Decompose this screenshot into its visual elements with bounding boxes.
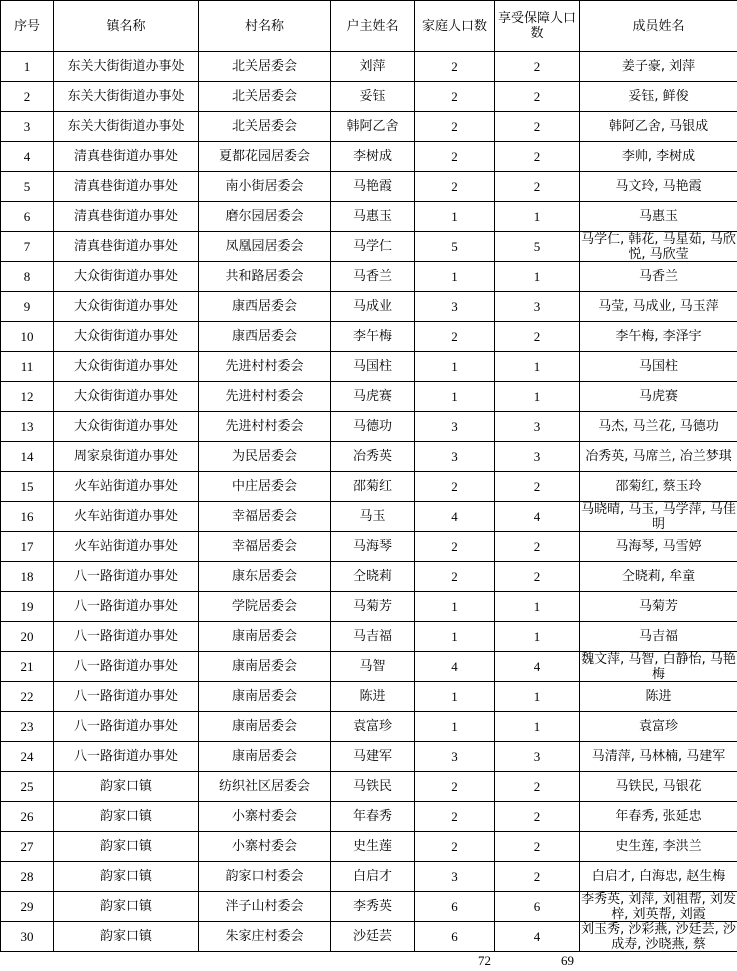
cell-town: 八一路街道办事处 <box>54 742 199 772</box>
cell-village: 共和路居委会 <box>199 262 331 292</box>
cell-family-size: 4 <box>415 502 495 532</box>
cell-members <box>580 112 737 142</box>
cell-family-size: 5 <box>415 232 495 262</box>
cell-covered-size: 2 <box>495 562 580 592</box>
table-row <box>1 562 737 592</box>
cell-family-size: 4 <box>415 652 495 682</box>
cell-family-size: 2 <box>415 532 495 562</box>
cell-town: 清真巷街道办事处 <box>54 142 199 172</box>
members-text: 马铁民, 马银花 <box>615 779 702 794</box>
cell-village: 康西居委会 <box>199 292 331 322</box>
cell-village: 磨尔园居委会 <box>199 202 331 232</box>
cell-index: 5 <box>1 172 54 202</box>
cell-covered-size: 3 <box>495 442 580 472</box>
table-row <box>1 802 737 832</box>
cell-covered-size: 1 <box>495 622 580 652</box>
cell-covered-size: 5 <box>495 232 580 262</box>
header-index: 序号 <box>1 1 54 52</box>
table-row <box>1 262 737 292</box>
table-row <box>1 292 737 322</box>
cell-householder: 冶秀英 <box>331 442 415 472</box>
table-row <box>1 142 737 172</box>
cell-householder: 韩阿乙舍 <box>331 112 415 142</box>
members-text: 妥钰, 鲜俊 <box>628 89 689 104</box>
cell-householder: 史生莲 <box>331 832 415 862</box>
cell-town: 东关大街街道办事处 <box>54 112 199 142</box>
cell-town: 大众街街道办事处 <box>54 322 199 352</box>
cell-village: 康东居委会 <box>199 562 331 592</box>
cell-town: 火车站街道办事处 <box>54 502 199 532</box>
cell-householder: 李秀英 <box>331 892 415 922</box>
cell-index: 29 <box>1 892 54 922</box>
header-householder: 户主姓名 <box>331 1 415 52</box>
members-text: 陈进 <box>645 689 672 704</box>
cell-family-size: 1 <box>415 382 495 412</box>
cell-village: 北关居委会 <box>199 112 331 142</box>
cell-family-size: 2 <box>415 82 495 112</box>
cell-covered-size: 4 <box>495 922 580 952</box>
cell-family-size: 6 <box>415 922 495 952</box>
cell-family-size: 1 <box>415 202 495 232</box>
members-text: 魏文萍, 马智, 白静怡, 马艳梅 <box>581 652 736 681</box>
cell-members <box>580 502 737 532</box>
cell-family-size: 2 <box>415 112 495 142</box>
cell-covered-size: 1 <box>495 352 580 382</box>
cell-town: 大众街街道办事处 <box>54 412 199 442</box>
members-text: 李午梅, 李泽宇 <box>615 329 702 344</box>
cell-index: 23 <box>1 712 54 742</box>
members-text: 仝晓莉, 牟童 <box>621 569 696 584</box>
cell-householder: 白启才 <box>331 862 415 892</box>
cell-householder: 马成业 <box>331 292 415 322</box>
cell-householder: 马国柱 <box>331 352 415 382</box>
cell-family-size: 1 <box>415 682 495 712</box>
table-row <box>1 862 737 892</box>
cell-index: 24 <box>1 742 54 772</box>
table-row <box>1 592 737 622</box>
cell-village: 幸福居委会 <box>199 502 331 532</box>
cell-members <box>580 82 737 112</box>
cell-index: 7 <box>1 232 54 262</box>
cell-index: 13 <box>1 412 54 442</box>
cell-village: 先进村村委会 <box>199 382 331 412</box>
cell-householder: 马虎赛 <box>331 382 415 412</box>
cell-covered-size: 2 <box>495 532 580 562</box>
cell-covered-size: 1 <box>495 202 580 232</box>
header-covered-size: 享受保障人口数 <box>495 1 580 52</box>
cell-index: 6 <box>1 202 54 232</box>
table-row <box>1 352 737 382</box>
members-text: 马杰, 马兰花, 马德功 <box>598 419 719 434</box>
cell-village: 先进村村委会 <box>199 412 331 442</box>
cell-members <box>580 232 737 262</box>
cell-family-size: 3 <box>415 292 495 322</box>
cell-town: 韵家口镇 <box>54 772 199 802</box>
table-row <box>1 82 737 112</box>
cell-householder: 马德功 <box>331 412 415 442</box>
cell-members <box>580 472 737 502</box>
cell-index: 3 <box>1 112 54 142</box>
table-row <box>1 922 737 952</box>
header-family-size: 家庭人口数 <box>415 1 495 52</box>
cell-town: 大众街街道办事处 <box>54 262 199 292</box>
cell-members <box>580 202 737 232</box>
cell-covered-size: 3 <box>495 412 580 442</box>
cell-covered-size: 2 <box>495 112 580 142</box>
cell-town: 八一路街道办事处 <box>54 712 199 742</box>
cell-members <box>580 412 737 442</box>
cell-members <box>580 802 737 832</box>
members-text: 马莹, 马成业, 马玉萍 <box>598 299 719 314</box>
cell-members <box>580 712 737 742</box>
cell-village: 北关居委会 <box>199 52 331 82</box>
cell-members <box>580 532 737 562</box>
cell-members <box>580 892 737 922</box>
cell-covered-size: 1 <box>495 712 580 742</box>
cell-index: 27 <box>1 832 54 862</box>
members-text: 马国柱 <box>638 359 678 374</box>
cell-town: 韵家口镇 <box>54 922 199 952</box>
cell-village: 北关居委会 <box>199 82 331 112</box>
cell-family-size: 2 <box>415 52 495 82</box>
cell-village: 泮子山村委会 <box>199 892 331 922</box>
cell-family-size: 3 <box>415 742 495 772</box>
cell-members <box>580 622 737 652</box>
cell-village: 中庄居委会 <box>199 472 331 502</box>
cell-town: 韵家口镇 <box>54 892 199 922</box>
cell-covered-size: 1 <box>495 262 580 292</box>
cell-village: 幸福居委会 <box>199 532 331 562</box>
table-row <box>1 502 737 532</box>
cell-index: 19 <box>1 592 54 622</box>
members-text: 马惠玉 <box>638 209 678 224</box>
cell-family-size: 2 <box>415 472 495 502</box>
table-row <box>1 172 737 202</box>
cell-village: 韵家口村委会 <box>199 862 331 892</box>
members-text: 马文玲, 马艳霞 <box>615 179 702 194</box>
table-row <box>1 652 737 682</box>
cell-village: 小寨村委会 <box>199 832 331 862</box>
cell-village: 夏都花园居委会 <box>199 142 331 172</box>
cell-index: 1 <box>1 52 54 82</box>
cell-householder: 马建军 <box>331 742 415 772</box>
table-row <box>1 772 737 802</box>
table-row <box>1 892 737 922</box>
cell-town: 周家泉街道办事处 <box>54 442 199 472</box>
cell-householder: 马菊芳 <box>331 592 415 622</box>
cell-village: 朱家庄村委会 <box>199 922 331 952</box>
cell-family-size: 1 <box>415 712 495 742</box>
cell-members <box>580 742 737 772</box>
members-text: 白启才, 白海忠, 赵生梅 <box>591 869 726 884</box>
cell-index: 22 <box>1 682 54 712</box>
cell-family-size: 2 <box>415 322 495 352</box>
cell-index: 11 <box>1 352 54 382</box>
cell-village: 康南居委会 <box>199 652 331 682</box>
cell-index: 4 <box>1 142 54 172</box>
members-text: 李帅, 李树成 <box>621 149 696 164</box>
cell-members <box>580 262 737 292</box>
cell-householder: 马玉 <box>331 502 415 532</box>
members-text: 马学仁, 韩花, 马星茹, 马欣悦, 马欣莹 <box>581 232 736 261</box>
cell-family-size: 2 <box>415 142 495 172</box>
cell-covered-size: 1 <box>495 592 580 622</box>
table-row <box>1 382 737 412</box>
cell-town: 清真巷街道办事处 <box>54 172 199 202</box>
cell-members <box>580 352 737 382</box>
cell-covered-size: 2 <box>495 52 580 82</box>
cell-householder: 李树成 <box>331 142 415 172</box>
cell-householder: 马香兰 <box>331 262 415 292</box>
cell-householder: 陈进 <box>331 682 415 712</box>
cell-members <box>580 442 737 472</box>
cell-householder: 李午梅 <box>331 322 415 352</box>
cell-members <box>580 862 737 892</box>
cell-family-size: 2 <box>415 562 495 592</box>
cell-members <box>580 772 737 802</box>
cell-members <box>580 142 737 172</box>
cell-covered-size: 2 <box>495 832 580 862</box>
cell-index: 18 <box>1 562 54 592</box>
cell-index: 9 <box>1 292 54 322</box>
cell-covered-size: 6 <box>495 892 580 922</box>
cell-village: 南小街居委会 <box>199 172 331 202</box>
members-text: 马菊芳 <box>638 599 678 614</box>
cell-members <box>580 382 737 412</box>
cell-householder: 沙廷芸 <box>331 922 415 952</box>
cell-householder: 马艳霞 <box>331 172 415 202</box>
cell-town: 八一路街道办事处 <box>54 592 199 622</box>
cell-covered-size: 2 <box>495 172 580 202</box>
cell-householder: 马铁民 <box>331 772 415 802</box>
cell-members <box>580 292 737 322</box>
total-family-size: 72 <box>478 953 491 968</box>
cell-covered-size: 2 <box>495 142 580 172</box>
cell-covered-size: 3 <box>495 292 580 322</box>
table-row <box>1 682 737 712</box>
cell-covered-size: 2 <box>495 772 580 802</box>
cell-town: 清真巷街道办事处 <box>54 232 199 262</box>
cell-index: 21 <box>1 652 54 682</box>
members-text: 马海琴, 马雪婷 <box>615 539 702 554</box>
cell-householder: 马学仁 <box>331 232 415 262</box>
cell-village: 康南居委会 <box>199 622 331 652</box>
cell-village: 康西居委会 <box>199 322 331 352</box>
cell-members <box>580 922 737 952</box>
cell-village: 康南居委会 <box>199 712 331 742</box>
cell-family-size: 2 <box>415 772 495 802</box>
table-row <box>1 832 737 862</box>
cell-householder: 马智 <box>331 652 415 682</box>
cell-covered-size: 4 <box>495 502 580 532</box>
cell-town: 八一路街道办事处 <box>54 622 199 652</box>
cell-members <box>580 652 737 682</box>
cell-town: 东关大街街道办事处 <box>54 82 199 112</box>
cell-town: 大众街街道办事处 <box>54 292 199 322</box>
cell-town: 韵家口镇 <box>54 862 199 892</box>
cell-village: 纺织社区居委会 <box>199 772 331 802</box>
cell-covered-size: 2 <box>495 322 580 352</box>
cell-householder: 年春秀 <box>331 802 415 832</box>
cell-householder: 邵菊红 <box>331 472 415 502</box>
cell-village: 康南居委会 <box>199 682 331 712</box>
table-row <box>1 232 737 262</box>
members-text: 冶秀英, 马席兰, 冶兰梦琪 <box>585 449 732 464</box>
cell-town: 韵家口镇 <box>54 832 199 862</box>
cell-index: 28 <box>1 862 54 892</box>
members-text: 马晓晴, 马玉, 马学萍, 马佳明 <box>581 502 736 531</box>
cell-index: 17 <box>1 532 54 562</box>
cell-family-size: 2 <box>415 802 495 832</box>
cell-covered-size: 3 <box>495 742 580 772</box>
members-text: 邵菊红, 蔡玉玲 <box>615 479 702 494</box>
members-text: 韩阿乙舍, 马银成 <box>608 119 709 134</box>
cell-members <box>580 592 737 622</box>
members-text: 姜子豪, 刘萍 <box>621 59 696 74</box>
table-row <box>1 742 737 772</box>
header-village: 村名称 <box>199 1 331 52</box>
cell-householder: 仝晓莉 <box>331 562 415 592</box>
cell-members <box>580 832 737 862</box>
header-row <box>1 1 737 52</box>
cell-village: 小寨村委会 <box>199 802 331 832</box>
table-row <box>1 532 737 562</box>
members-text: 李秀英, 刘萍, 刘祖帮, 刘发梓, 刘英帮, 刘霞 <box>581 892 736 921</box>
cell-householder: 妥钰 <box>331 82 415 112</box>
cell-index: 10 <box>1 322 54 352</box>
cell-householder: 刘萍 <box>331 52 415 82</box>
cell-family-size: 1 <box>415 352 495 382</box>
cell-town: 火车站街道办事处 <box>54 532 199 562</box>
cell-town: 火车站街道办事处 <box>54 472 199 502</box>
cell-members <box>580 172 737 202</box>
cell-householder: 马海琴 <box>331 532 415 562</box>
cell-index: 16 <box>1 502 54 532</box>
cell-town: 大众街街道办事处 <box>54 382 199 412</box>
table-row <box>1 322 737 352</box>
cell-village: 凤凰园居委会 <box>199 232 331 262</box>
cell-covered-size: 2 <box>495 472 580 502</box>
cell-town: 八一路街道办事处 <box>54 682 199 712</box>
cell-index: 30 <box>1 922 54 952</box>
total-covered-size: 69 <box>561 953 574 968</box>
cell-index: 14 <box>1 442 54 472</box>
members-text: 马清萍, 马林楠, 马建军 <box>591 749 726 764</box>
cell-town: 韵家口镇 <box>54 802 199 832</box>
cell-family-size: 1 <box>415 262 495 292</box>
cell-town: 八一路街道办事处 <box>54 652 199 682</box>
cell-family-size: 3 <box>415 862 495 892</box>
cell-covered-size: 1 <box>495 382 580 412</box>
members-text: 袁富珍 <box>638 719 678 734</box>
cell-covered-size: 2 <box>495 802 580 832</box>
cell-village: 先进村村委会 <box>199 352 331 382</box>
table-row <box>1 472 737 502</box>
cell-family-size: 2 <box>415 172 495 202</box>
cell-family-size: 1 <box>415 622 495 652</box>
members-text: 马香兰 <box>638 269 678 284</box>
table-row <box>1 712 737 742</box>
table-row <box>1 412 737 442</box>
cell-index: 25 <box>1 772 54 802</box>
cell-householder: 马吉福 <box>331 622 415 652</box>
cell-index: 26 <box>1 802 54 832</box>
cell-members <box>580 682 737 712</box>
members-text: 刘玉秀, 沙彩燕, 沙廷芸, 沙成寿, 沙晓燕, 蔡 <box>581 922 736 951</box>
cell-covered-size: 2 <box>495 862 580 892</box>
table-row <box>1 622 737 652</box>
members-text: 马虎赛 <box>638 389 678 404</box>
cell-covered-size: 1 <box>495 682 580 712</box>
cell-index: 8 <box>1 262 54 292</box>
cell-town: 八一路街道办事处 <box>54 562 199 592</box>
cell-members <box>580 322 737 352</box>
cell-members <box>580 562 737 592</box>
members-text: 年春秀, 张延忠 <box>615 809 702 824</box>
table-row <box>1 202 737 232</box>
cell-index: 2 <box>1 82 54 112</box>
cell-family-size: 6 <box>415 892 495 922</box>
cell-town: 清真巷街道办事处 <box>54 202 199 232</box>
cell-family-size: 1 <box>415 592 495 622</box>
cell-family-size: 3 <box>415 412 495 442</box>
cell-householder: 袁富珍 <box>331 712 415 742</box>
cell-householder: 马惠玉 <box>331 202 415 232</box>
cell-covered-size: 2 <box>495 82 580 112</box>
table-row <box>1 112 737 142</box>
members-text: 马吉福 <box>638 629 678 644</box>
cell-index: 15 <box>1 472 54 502</box>
table-row <box>1 52 737 82</box>
cell-village: 为民居委会 <box>199 442 331 472</box>
cell-index: 12 <box>1 382 54 412</box>
cell-members <box>580 52 737 82</box>
cell-village: 康南居委会 <box>199 742 331 772</box>
cell-covered-size: 4 <box>495 652 580 682</box>
header-town: 镇名称 <box>54 1 199 52</box>
cell-town: 东关大街街道办事处 <box>54 52 199 82</box>
cell-village: 学院居委会 <box>199 592 331 622</box>
cell-town: 大众街街道办事处 <box>54 352 199 382</box>
cell-family-size: 2 <box>415 832 495 862</box>
table-row <box>1 442 737 472</box>
cell-family-size: 3 <box>415 442 495 472</box>
members-text: 史生莲, 李洪兰 <box>615 839 702 854</box>
cell-index: 20 <box>1 622 54 652</box>
header-members: 成员姓名 <box>580 1 737 52</box>
